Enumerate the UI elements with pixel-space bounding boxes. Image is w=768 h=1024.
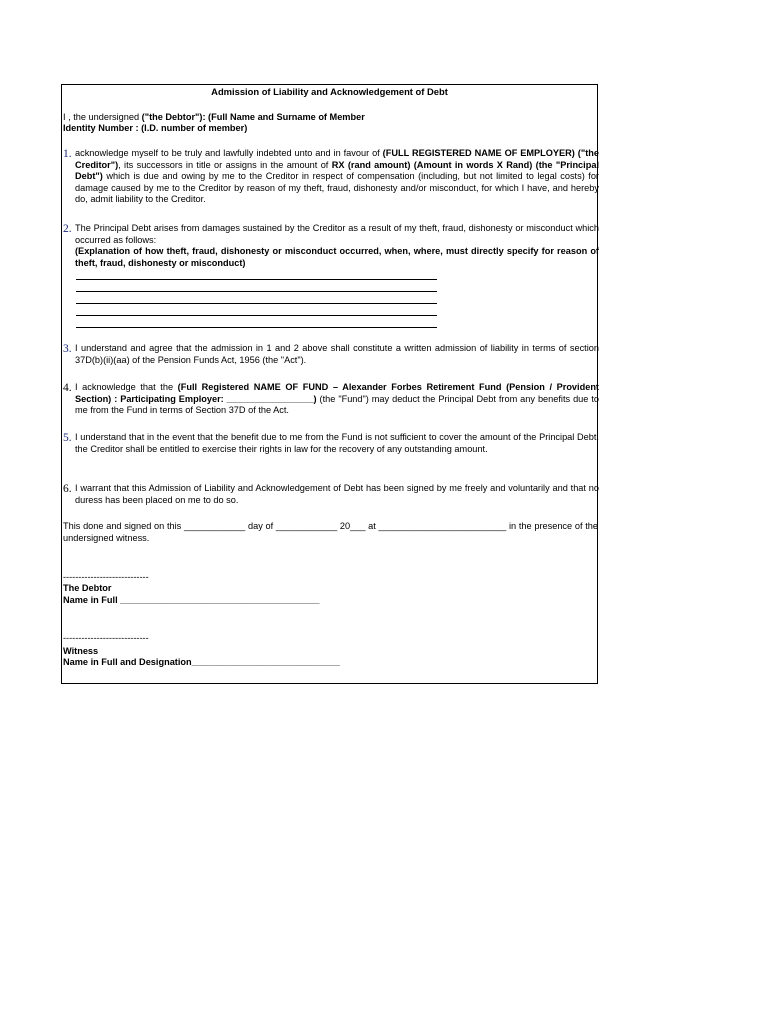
paragraph-number: 4.: [63, 382, 72, 394]
explanation-line[interactable]: [76, 303, 437, 304]
explanation-line[interactable]: [76, 315, 437, 316]
paragraph-body: I warrant that this Admission of Liability and Acknowledgement of Debt has been signed by me freely and voluntarily and that no duress has been placed on me to do so.: [75, 483, 599, 505]
intro-line-2: Identity Number : (I.D. number of member): [63, 123, 248, 133]
explanation-line[interactable]: [76, 327, 437, 328]
signing-statement: This done and signed on this ____________ day of ____________ 20___ at _________________________ in the presence of the undersigned witness.: [63, 521, 598, 543]
rand-amount: RX (rand amount): [331, 159, 411, 170]
witness-signature-line[interactable]: ----------------------------: [63, 633, 149, 643]
debtor-signature-line[interactable]: ----------------------------: [63, 572, 149, 582]
paragraph-text: acknowledge myself to be truly and lawfully indebted unto and in favour of: [75, 148, 383, 158]
debtor-label: The Debtor: [63, 583, 112, 593]
witness-name-field[interactable]: Name in Full and Designation_____________________________: [63, 657, 340, 667]
intro-debtor-name: ("the Debtor"): (Full Name and Surname of Member: [141, 112, 365, 122]
paragraph-text: which is due and owing by me to the Creditor in respect of compensation (including, but not limited to legal costs) for damage caused by me to the Creditor by reason of my theft, fraud, dishonesty and/or misconduct, for which I have, and hereby do, admit liability to the Creditor.: [75, 171, 599, 205]
paragraph-body: [75, 382, 599, 417]
document-form: [61, 84, 598, 684]
paragraph-text: (the "Fund") may deduct the Principal Debt from any benefits due to me from the Fund in terms of Section 37D of the Act.: [75, 393, 600, 416]
intro-text: I , the undersigned: [63, 112, 142, 122]
paragraph-number: 1.: [63, 148, 72, 160]
paragraph-body: I understand that in the event that the benefit due to me from the Fund is not sufficient to cover the amount of the Principal Debt, the Creditor shall be entitled to exercise their rights in law for the recovery of any outstanding amount.: [75, 432, 599, 454]
paragraph-text: The Principal Debt arises from damages sustained by the Creditor as a result of my theft, fraud, dishonesty or misconduct which occurred as follows:: [75, 223, 599, 245]
paragraph-number: 6.: [63, 483, 72, 495]
creditor-name: (FULL REGISTERED NAME OF EMPLOYER) ("the Creditor"): [75, 148, 599, 170]
paragraph-number: 2.: [63, 223, 72, 235]
paragraph-text: I acknowledge that the: [75, 382, 178, 392]
document-title: Admission of Liability and Acknowledgement of Debt: [211, 86, 448, 97]
debtor-name-field[interactable]: Name in Full _______________________________________: [63, 595, 320, 605]
witness-label: Witness: [63, 646, 99, 656]
intro-line-1: [63, 112, 598, 123]
paragraph-number: 5.: [63, 432, 72, 444]
paragraph-body: I understand and agree that the admission in 1 and 2 above shall constitute a written admission of liability in terms of section 37D(b)(ii)(aa) of the Pension Funds Act, 1956 (the "Act").: [75, 343, 599, 365]
explanation-instructions: (Explanation of how theft, fraud, dishonesty or misconduct occurred, when, where, must directly specify for reason of theft, fraud, dishonesty or misconduct): [75, 246, 599, 268]
explanation-line[interactable]: [76, 291, 437, 292]
paragraph-body: [75, 148, 599, 206]
amount-in-words: (Amount in words X Rand) (the "Principal Debt"): [75, 159, 599, 182]
paragraph-number: 3.: [63, 343, 72, 355]
paragraph-body: [75, 223, 599, 269]
explanation-line[interactable]: [76, 279, 437, 280]
paragraph-text: , its successors in title or assigns in the amount of: [118, 159, 332, 170]
fund-name: (Full Registered NAME OF FUND – Alexander Forbes Retirement Fund (Pension / Provident Section) : Participating Employer: _________________): [75, 382, 599, 404]
